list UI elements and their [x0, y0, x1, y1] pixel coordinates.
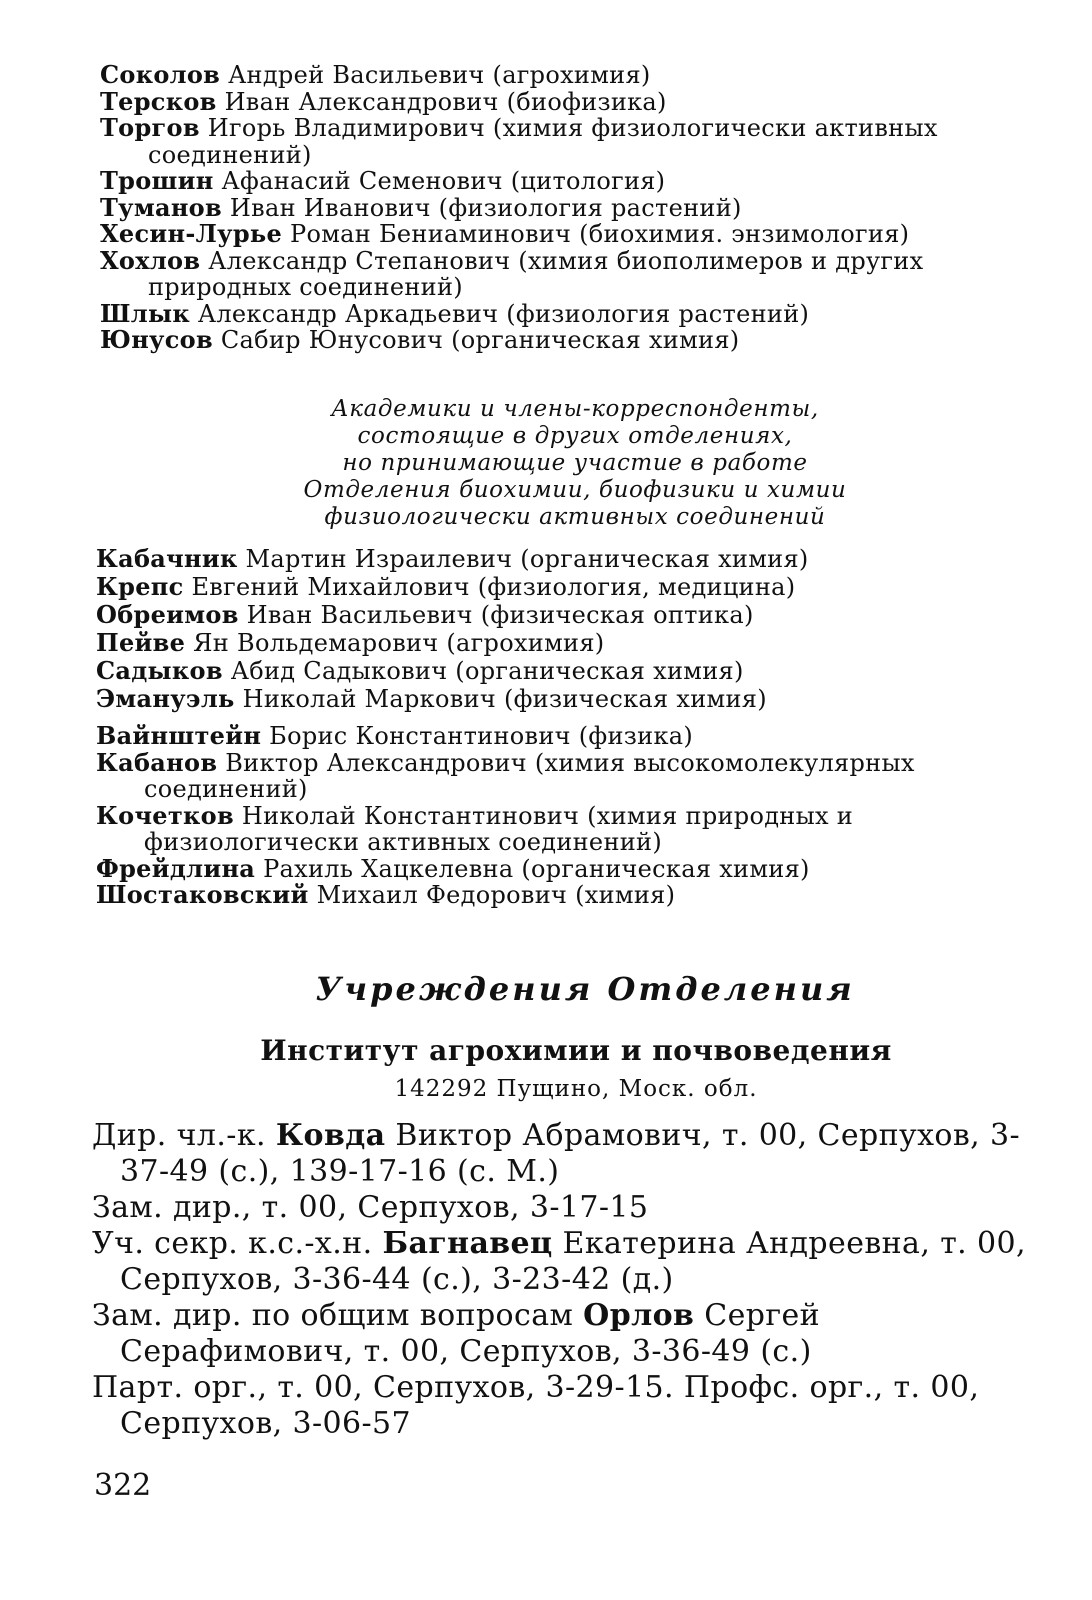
member-entry	[96, 800, 1058, 856]
member-entry	[96, 747, 1058, 803]
staff-contact: Виктор Абрамович, т. 00, Серпухов, 3-37-49 (с.), 139-17-16 (с. М.)	[120, 1118, 1021, 1189]
member-details: Александр Аркадьевич (физиология растений)	[189, 299, 810, 328]
member-entry	[100, 298, 1060, 328]
section-caption	[180, 396, 970, 531]
member-details: Николай Маркович (физическая химия)	[234, 685, 767, 713]
member-details: Иван Иванович (физиология растений)	[221, 193, 742, 222]
member-details: Роман Бениаминович (биохимия. энзимология)	[282, 220, 910, 248]
staff-entry	[92, 1298, 1058, 1370]
members-list-department	[100, 62, 1060, 354]
member-details: Борис Константинович (физика)	[261, 722, 694, 750]
members-list-academicians	[96, 545, 1056, 713]
member-surname: Юнусов	[100, 325, 213, 354]
member-details: Иван Александрович (биофизика)	[216, 87, 667, 116]
member-details: Абид Садыкович (органическая химия)	[222, 657, 744, 685]
member-surname: Садыков	[96, 656, 223, 685]
staff-position: Уч. секр. к.с.-х.н.	[92, 1226, 383, 1261]
member-surname: Вайнштейн	[96, 721, 262, 750]
member-details: Андрей Васильевич (агрохимия)	[220, 61, 651, 89]
institute-address: 142292 Пущино, Моск. обл.	[394, 1076, 758, 1102]
member-details: Мартин Израилевич (органическая химия)	[237, 545, 809, 573]
member-surname: Соколов	[100, 60, 221, 89]
staff-entry	[92, 1118, 1058, 1190]
section-title: Учреждения Отделения	[315, 970, 855, 1008]
staff-list	[92, 1118, 1058, 1442]
staff-contact: Сергей Серафимович, т. 00, Серпухов, 3-36-49 (с.)	[120, 1298, 821, 1369]
staff-entry	[92, 1370, 1058, 1442]
staff-contact: Екатерина Андреевна, т. 00, Серпухов, 3-36-44 (с.), 3-23-42 (д.)	[120, 1226, 1026, 1297]
member-surname: Хохлов	[100, 245, 201, 275]
member-entry	[100, 327, 1060, 354]
staff-entry	[92, 1226, 1058, 1298]
caption-line: состоящие в других отделениях,	[357, 423, 793, 449]
member-entry	[96, 882, 1058, 909]
member-details: Виктор Александрович (химия высокомолекулярных соединений)	[144, 748, 915, 803]
staff-position: Зам. дир. по общим вопросам	[92, 1298, 584, 1333]
member-surname: Пейве	[96, 628, 186, 657]
member-entry	[96, 545, 1056, 573]
member-details: Афанасий Семенович (цитология)	[213, 167, 666, 195]
member-entry	[96, 657, 1056, 685]
member-surname: Торгов	[100, 113, 200, 142]
member-surname: Крепс	[96, 572, 184, 601]
caption-line: но принимающие участие в работе	[342, 450, 808, 476]
staff-position: Дир. чл.-к.	[92, 1118, 276, 1153]
member-entry	[100, 115, 1060, 168]
member-surname: Кабачник	[96, 544, 238, 573]
member-surname: Кочетков	[96, 800, 234, 830]
members-list-correspondents	[96, 723, 1058, 909]
member-details: Ян Вольдемарович (агрохимия)	[185, 629, 605, 657]
member-surname: Хесин-Лурье	[100, 219, 283, 248]
member-details: Николай Константинович (химия природных и физиологически активных соединений)	[144, 801, 854, 856]
member-entry	[100, 245, 1060, 301]
member-surname: Эмануэль	[96, 684, 235, 713]
member-entry	[100, 62, 1060, 89]
caption-line: Академики и члены-корреспонденты,	[331, 396, 819, 422]
member-details: Иван Васильевич (физическая оптика)	[238, 601, 754, 629]
member-entry	[100, 221, 1060, 248]
institute-name: Институт агрохимии и почвоведения	[260, 1034, 892, 1067]
member-entry	[96, 685, 1056, 713]
member-details: Михаил Федорович (химия)	[308, 881, 676, 909]
member-entry	[96, 601, 1056, 629]
member-details: Евгений Михайлович (физиология, медицина)	[183, 573, 796, 601]
member-entry	[96, 853, 1058, 883]
member-surname: Туманов	[100, 192, 222, 222]
staff-surname: Орлов	[583, 1298, 695, 1333]
caption-line: Отделения биохимии, биофизики и химии	[303, 477, 847, 503]
member-entry	[96, 629, 1056, 657]
member-surname: Фрейдлина	[96, 853, 256, 883]
member-entry	[100, 86, 1060, 116]
staff-entry	[92, 1190, 1058, 1226]
member-details: Рахиль Хацкелевна (органическая химия)	[255, 854, 810, 883]
staff-surname: Багнавец	[382, 1226, 553, 1261]
member-entry	[100, 192, 1060, 222]
member-surname: Кабанов	[96, 747, 218, 777]
member-surname: Шостаковский	[96, 880, 309, 909]
member-details: Игорь Владимирович (химия физиологически активных соединений)	[148, 114, 938, 169]
staff-surname: Ковда	[275, 1118, 386, 1153]
member-details: Сабир Юнусович (органическая химия)	[212, 326, 740, 354]
member-surname: Обреимов	[96, 600, 239, 629]
member-entry	[100, 168, 1060, 195]
caption-line: физиологически активных соединений	[324, 504, 826, 530]
staff-position: Парт. орг., т. 00, Серпухов, 3-29-15. Профс. орг., т. 00, Серпухов, 3-06-57	[92, 1370, 980, 1441]
staff-position: Зам. дир., т. 00, Серпухов, 3-17-15	[92, 1190, 649, 1225]
page-number: 322	[94, 1468, 152, 1503]
member-surname: Терсков	[100, 86, 217, 116]
member-details: Александр Степанович (химия биополимеров и других природных соединений)	[148, 246, 924, 301]
member-surname: Трошин	[100, 166, 214, 195]
member-entry	[96, 573, 1056, 601]
member-surname: Шлык	[100, 298, 190, 328]
member-entry	[96, 723, 1058, 750]
